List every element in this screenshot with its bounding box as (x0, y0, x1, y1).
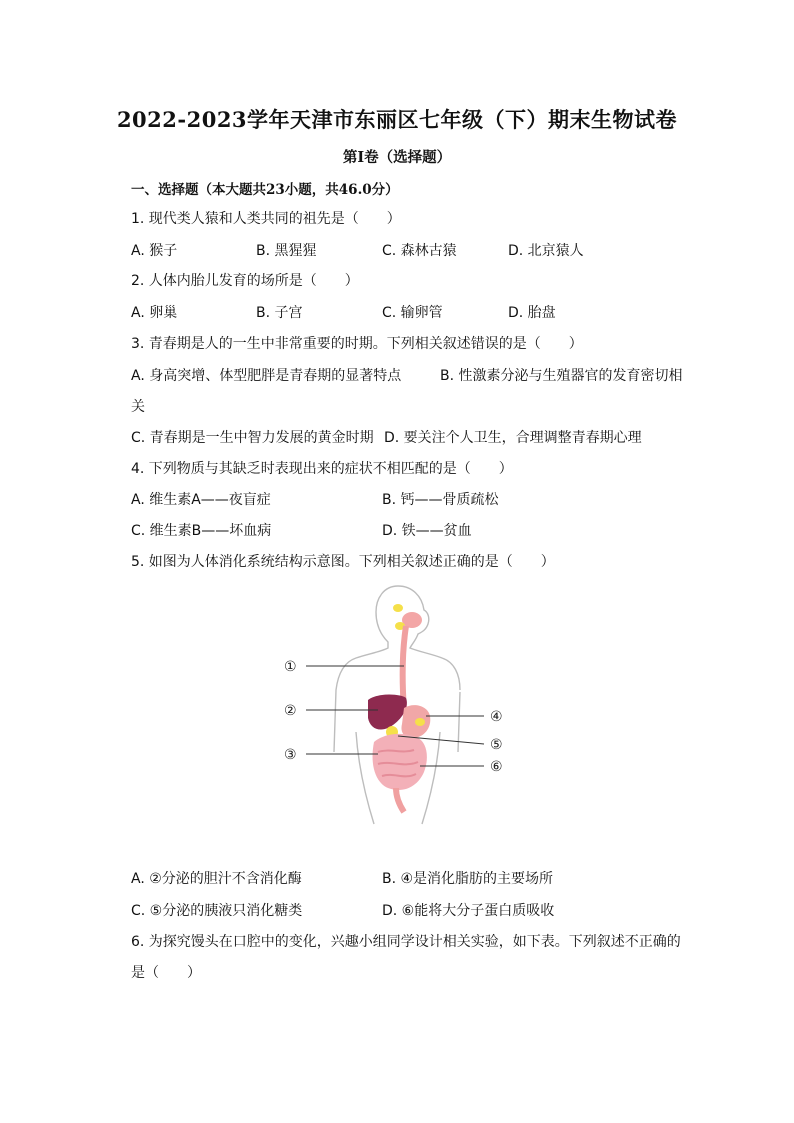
question-3-option-b-wrap: 关 (131, 399, 145, 415)
question-2-option-b: B. 子宫 (256, 305, 303, 321)
question-3-option-c: C. 青春期是一生中智力发展的黄金时期 (131, 430, 374, 446)
question-5-option-d: D. ⑥能将大分子蛋白质吸收 (382, 903, 555, 919)
question-4-option-c: C. 维生素B——坏血病 (131, 523, 272, 539)
question-2-option-c: C. 输卵管 (382, 305, 443, 321)
question-3-stem: 3. 青春期是人的一生中非常重要的时期。下列相关叙述错误的是（ ） (131, 336, 583, 352)
question-3-option-a: A. 身高突增、体型肥胖是青春期的显著特点 (131, 368, 402, 384)
question-6-stem-line2: 是（ ） (131, 965, 201, 981)
question-3-option-b: B. 性激素分泌与生殖器官的发育密切相 (440, 368, 683, 384)
figure-label-5: ⑤ (490, 737, 503, 753)
question-5-option-c: C. ⑤分泌的胰液只消化糖类 (131, 903, 303, 919)
question-6-stem-line1: 6. 为探究馒头在口腔中的变化，兴趣小组同学设计相关实验，如下表。下列叙述不正确的 (131, 934, 681, 950)
salivary-gland-upper (393, 604, 403, 612)
digestive-system-figure (278, 582, 518, 832)
question-5-option-b: B. ④是消化脂肪的主要场所 (382, 871, 554, 887)
question-3-option-d: D. 要关注个人卫生，合理调整青春期心理 (384, 430, 642, 446)
question-4-stem: 4. 下列物质与其缺乏时表现出来的症状不相匹配的是（ ） (131, 461, 513, 477)
question-2-option-a: A. 卵巢 (131, 305, 178, 321)
question-2-stem: 2. 人体内胎儿发育的场所是（ ） (131, 273, 359, 289)
question-1-option-a: A. 猴子 (131, 243, 178, 259)
intestine-shape (373, 734, 427, 790)
question-1-option-c: C. 森林古猿 (382, 243, 457, 259)
figure-label-4: ④ (490, 709, 503, 725)
question-5-option-a: A. ②分泌的胆汁不含消化酶 (131, 871, 302, 887)
section-heading: 一、选择题（本大题共23小题，共46.0分） (131, 182, 399, 198)
figure-label-1: ① (284, 659, 297, 675)
question-5-stem: 5. 如图为人体消化系统结构示意图。下列相关叙述正确的是（ ） (131, 554, 555, 570)
pancreas-shape (415, 718, 425, 726)
question-2-option-d: D. 胎盘 (508, 305, 556, 321)
question-1-option-d: D. 北京猿人 (508, 243, 584, 259)
page-title: 2022-2023学年天津市东丽区七年级（下）期末生物试卷 (116, 107, 678, 132)
question-4-option-b: B. 钙——骨质疏松 (382, 492, 499, 508)
question-1-stem: 1. 现代类人猿和人类共同的祖先是（ ） (131, 211, 401, 227)
section-subtitle: 第Ⅰ卷（选择题） (342, 149, 452, 166)
question-4-option-a: A. 维生素A——夜盲症 (131, 492, 271, 508)
figure-label-3: ③ (284, 747, 297, 763)
liver-shape (368, 695, 407, 730)
figure-label-6: ⑥ (490, 759, 503, 775)
question-1-option-b: B. 黑猩猩 (256, 243, 317, 259)
mouth-shape (402, 612, 422, 628)
figure-label-2: ② (284, 703, 297, 719)
question-4-option-d: D. 铁——贫血 (382, 523, 472, 539)
